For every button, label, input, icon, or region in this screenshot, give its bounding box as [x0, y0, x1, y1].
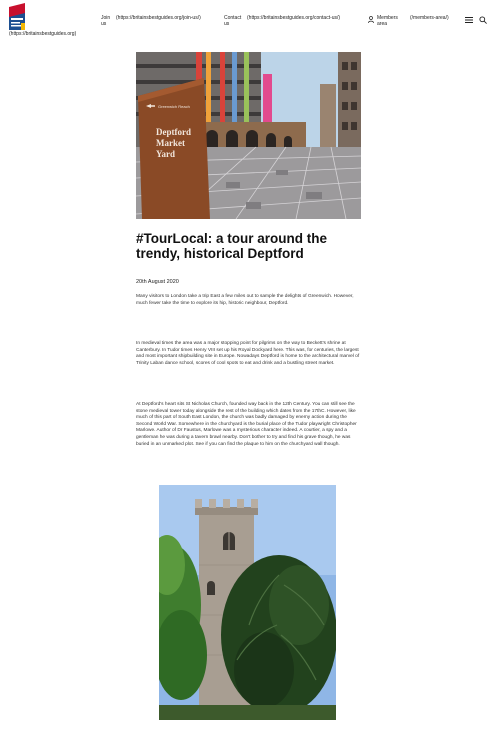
church-photo — [159, 485, 336, 720]
nav-join-label: Join us — [101, 15, 111, 27]
nav-contact-us[interactable] — [224, 15, 244, 27]
hero-photo — [136, 52, 361, 219]
article-paragraph-1: Many visitors to London take a trip East a few miles out to sample the delights of Greenwich. However, much fewer take the time to explore its hip, historic neighbour, Deptford. — [136, 294, 354, 306]
nav-members-label: Members area — [377, 15, 398, 27]
nav-join-us[interactable] — [101, 15, 113, 27]
article-date: 20th August 2020 — [136, 279, 179, 285]
article-title: #TourLocal: a tour around the trendy, historical Deptford — [136, 231, 328, 261]
user-icon[interactable] — [368, 16, 374, 23]
sign-title-line3: Yard — [156, 149, 176, 159]
logo-home-link[interactable]: (https://britainsbestguides.org) — [9, 31, 77, 37]
menu-icon[interactable] — [465, 17, 473, 23]
search-icon[interactable] — [479, 16, 487, 24]
article-paragraph-2: In medieval times the area was a major stopping point for pilgrims on the way to Beckett's shrine at Canterbury. In Tudor times Henry VIII set up his Royal Dockyard here. This was, for centuries, the largest and most important shipbuilding site in Europe. Nowadays Deptford is home to the architectural marvel of Trinity Laban dance school, scores of cool spots to eat and drink and a bustling street market. — [136, 341, 360, 366]
article-paragraph-3: At Deptford's heart sits St Nicholas Church, founded way back in the 12th Century. You can still see the stone medieval tower today alongside the rest of the building which dates from the 17thC. However, like much of this part of South East London, the church was badly damaged by enemy action during the Second World War. Somewhere in the churchyard is the burial place of the Tudor playwright Christopher Marlowe. Author of Dr Faustus, Marlowe was a mysterious character indeed. A courtier, a spy and a gentleman he was during a tavern brawl nearby. Don't bother to try and find his grave though, he was buried in an unmarked plot. See if you can find the plaque to him on the churchyard wall though. — [136, 402, 357, 447]
church-image-st-nicholas — [159, 485, 336, 720]
sign-small-text: Greenwich Reach — [158, 104, 190, 109]
hero-image-deptford-market-yard — [136, 52, 361, 219]
nav-join-url[interactable]: (https://britainsbestguides.org/join-us/) — [116, 15, 201, 21]
nav-members-area[interactable] — [377, 15, 405, 27]
nav-contact-label: Contact us — [224, 15, 242, 27]
logo-icon — [9, 3, 25, 30]
nav-members-url[interactable]: (/members-area/) — [410, 15, 449, 21]
sign-title-line1: Deptford — [156, 127, 191, 137]
site-header — [0, 0, 495, 44]
nav-contact-url[interactable]: (https://britainsbestguides.org/contact-us/) — [247, 15, 341, 21]
sign-title-line2: Market — [156, 138, 185, 148]
